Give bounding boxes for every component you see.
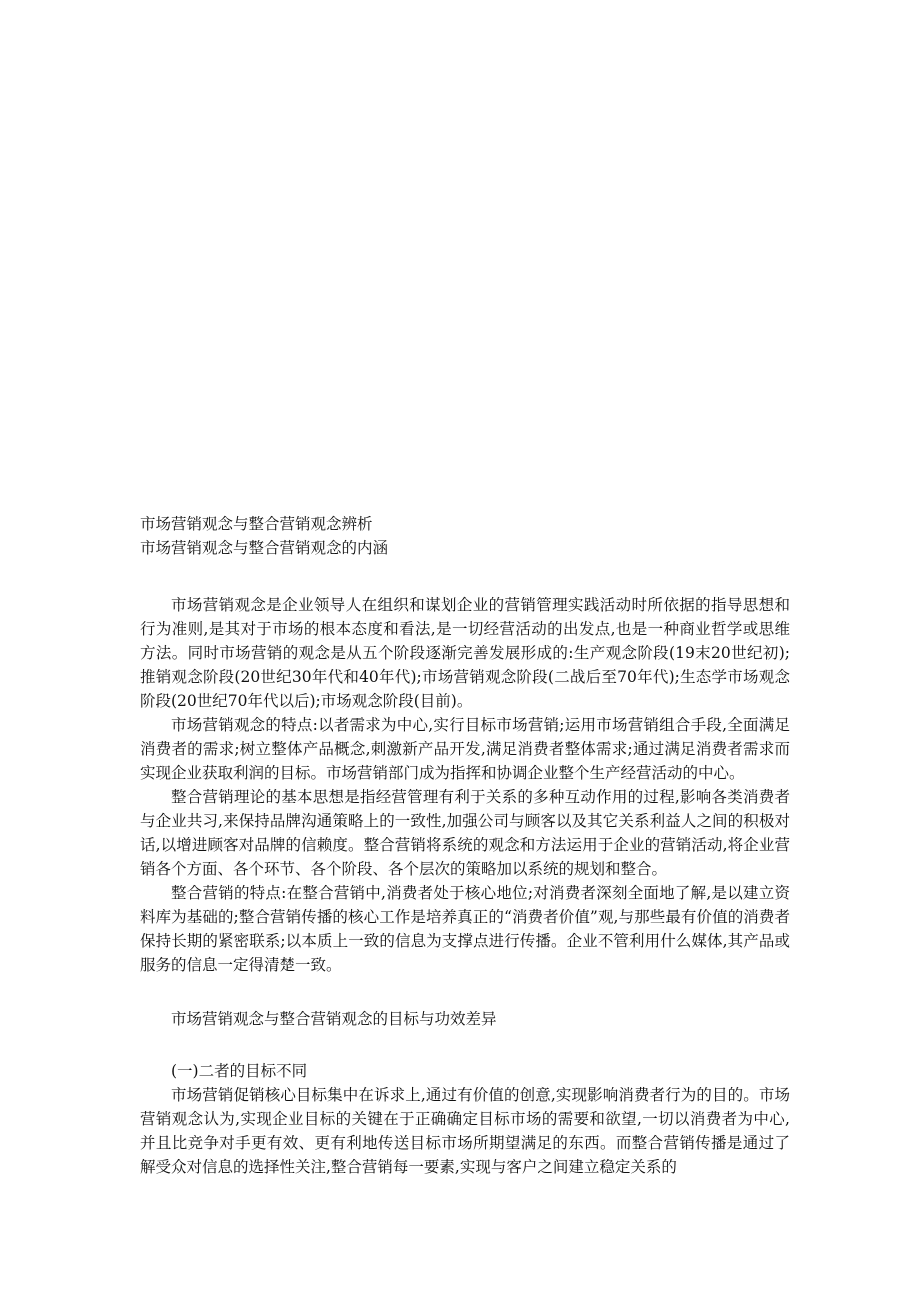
subsection-heading: (一)二者的目标不同 (171, 1062, 308, 1080)
section-heading: 市场营销观念与整合营销观念的目标与功效差异 (171, 1010, 497, 1028)
spacer (140, 977, 790, 1007)
document-body (140, 512, 790, 1179)
paragraph-integrated-theory: 整合营销理论的基本思想是指经营管理有利于关系的多种互动作用的过程,影响各类消费者与企业共习,来保持品牌沟通策略上的一致性,加强公司与顾客以及其它关系利益人之间的积极对话,以增进顾客对品牌的信赖度。整合营销将系统的观念和方法运用于企业的营销活动,将企业营销各个方面、各个环节、各个阶段、各个层次的策略加以系统的规划和整合。 (140, 788, 790, 878)
paragraph-goal-difference: 市场营销促销核心目标集中在诉求上,通过有价值的创意,实现影响消费者行为的目的。市场营销观念认为,实现企业目标的关键在于正确确定目标市场的需要和欲望,一切以消费者为中心,并且比竞争对手更有效、更有利地传送目标市场所期望满足的东西。而整合营销传播是通过了解受众对信息的选择性关注,整合营销每一要素,实现与客户之间建立稳定关系的 (140, 1086, 790, 1176)
paragraph-concept-definition: 市场营销观念是企业领导人在组织和谋划企业的营销管理实践活动时所依据的指导思想和行为准则,是其对于市场的根本态度和看法,是一切经营活动的出发点,也是一种商业哲学或思维方法。同时市场营销的观念是从五个阶段逐渐完善发展形成的:生产观念阶段(19末20世纪初);推销观念阶段(20世纪30年代和40年代);市场营销观念阶段(二战后至70年代);生态学市场观念阶段(20世纪70年代以后);市场观念阶段(目前)。 (140, 596, 790, 710)
spacer (140, 1031, 790, 1059)
spacer (140, 560, 790, 584)
paragraph-integrated-features: 整合营销的特点:在整合营销中,消费者处于核心地位;对消费者深刻全面地了解,是以建立资料库为基础的;整合营销传播的核心工作是培养真正的“消费者价值”观,与那些最有价值的消费者保持长期的紧密联系;以本质上一致的信息为支撑点进行传播。企业不管利用什么媒体,其产品或服务的信息一定得清楚一致。 (140, 884, 790, 974)
document-title: 市场营销观念与整合营销观念辨析 (140, 515, 373, 533)
document-subtitle: 市场营销观念与整合营销观念的内涵 (140, 539, 389, 557)
paragraph-marketing-features: 市场营销观念的特点:以者需求为中心,实行目标市场营销;运用市场营销组合手段,全面满足消费者的需求;树立整体产品概念,刺激新产品开发,满足消费者整体需求;通过满足消费者需求而实现企业获取利润的目标。市场营销部门成为指挥和协调企业整个生产经营活动的中心。 (140, 716, 790, 782)
